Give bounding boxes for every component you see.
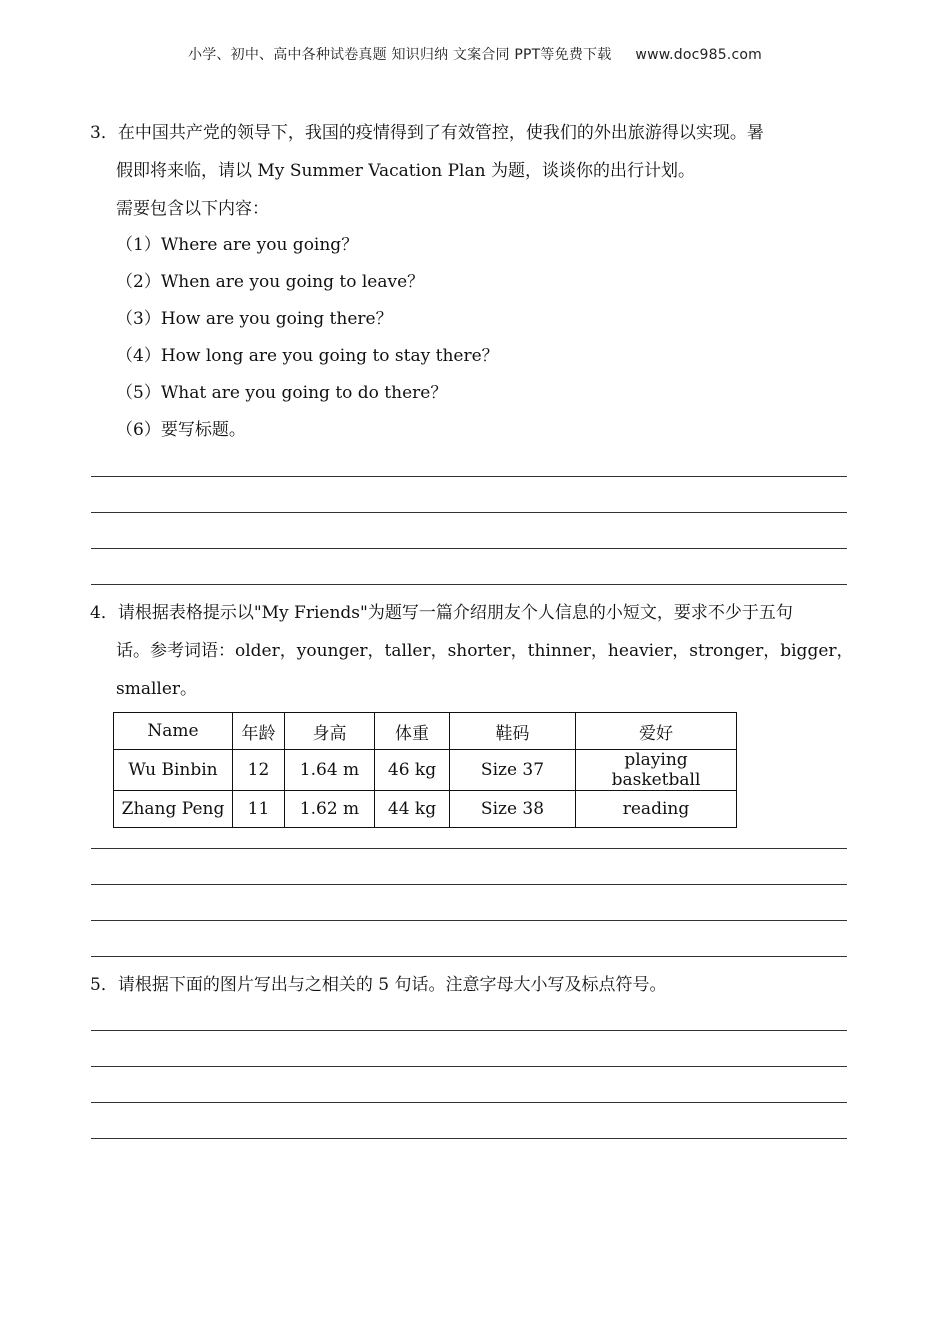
q3-item-6: （6）要写标题。 xyxy=(116,420,246,440)
cell-shoe-size: Size 38 xyxy=(450,791,576,828)
cell-age: 11 xyxy=(233,791,285,828)
q3-item-2: （2）When are you going to leave？ xyxy=(116,272,425,292)
answer-line[interactable] xyxy=(91,1102,847,1103)
header-text: 小学、初中、高中各种试卷真题 知识归纳 文案合同 PPT等免费下载 xyxy=(188,47,612,63)
header-height: 身高 xyxy=(285,713,375,750)
answer-line[interactable] xyxy=(91,848,847,849)
q3-item-5: （5）What are you going to do there？ xyxy=(116,383,448,403)
table-row xyxy=(114,791,737,828)
q3-item-3: （3）How are you going there？ xyxy=(116,309,393,329)
cell-height: 1.62 m xyxy=(285,791,375,828)
answer-line[interactable] xyxy=(91,476,847,477)
q3-item-1: （1）Where are you going？ xyxy=(116,235,359,255)
header-shoe-size: 鞋码 xyxy=(450,713,576,750)
q4-line-1: 4．请根据表格提示以"My Friends"为题写一篇介绍朋友个人信息的小短文，要求不少于五句 xyxy=(90,603,793,623)
header-age: 年龄 xyxy=(233,713,285,750)
answer-line[interactable] xyxy=(91,512,847,513)
q4-line-2: 话。参考词语：older，younger，taller，shorter，thinner，heavier，stronger，bigger， xyxy=(116,641,854,661)
answer-line[interactable] xyxy=(91,956,847,957)
cell-age: 12 xyxy=(233,750,285,791)
page-header xyxy=(0,44,950,64)
friends-info-table xyxy=(113,712,737,828)
cell-name: Zhang Peng xyxy=(114,791,233,828)
cell-weight: 44 kg xyxy=(375,791,450,828)
header-name: Name xyxy=(114,713,233,750)
q3-intro: 需要包含以下内容： xyxy=(116,199,269,219)
cell-weight: 46 kg xyxy=(375,750,450,791)
answer-line[interactable] xyxy=(91,920,847,921)
cell-name: Wu Binbin xyxy=(114,750,233,791)
answer-line[interactable] xyxy=(91,548,847,549)
header-weight: 体重 xyxy=(375,713,450,750)
q3-item-4: （4）How long are you going to stay there？ xyxy=(116,346,499,366)
table-row xyxy=(114,750,737,791)
cell-shoe-size: Size 37 xyxy=(450,750,576,791)
answer-line[interactable] xyxy=(91,1030,847,1031)
cell-height: 1.64 m xyxy=(285,750,375,791)
cell-hobby: playing basketball xyxy=(576,750,737,791)
header-hobby: 爱好 xyxy=(576,713,737,750)
q4-line-3: smaller。 xyxy=(116,679,198,699)
q3-line-2: 假即将来临，请以 My Summer Vacation Plan 为题，谈谈你的出行计划。 xyxy=(116,161,695,181)
answer-line[interactable] xyxy=(91,884,847,885)
q5-line-1: 5．请根据下面的图片写出与之相关的 5 句话。注意字母大小写及标点符号。 xyxy=(90,975,667,995)
q3-line-1: 3．在中国共产党的领导下，我国的疫情得到了有效管控，使我们的外出旅游得以实现。暑 xyxy=(90,123,764,143)
answer-line[interactable] xyxy=(91,584,847,585)
cell-hobby: reading xyxy=(576,791,737,828)
table-header-row xyxy=(114,713,737,750)
header-url[interactable]: www.doc985.com xyxy=(635,47,762,63)
answer-line[interactable] xyxy=(91,1138,847,1139)
answer-line[interactable] xyxy=(91,1066,847,1067)
